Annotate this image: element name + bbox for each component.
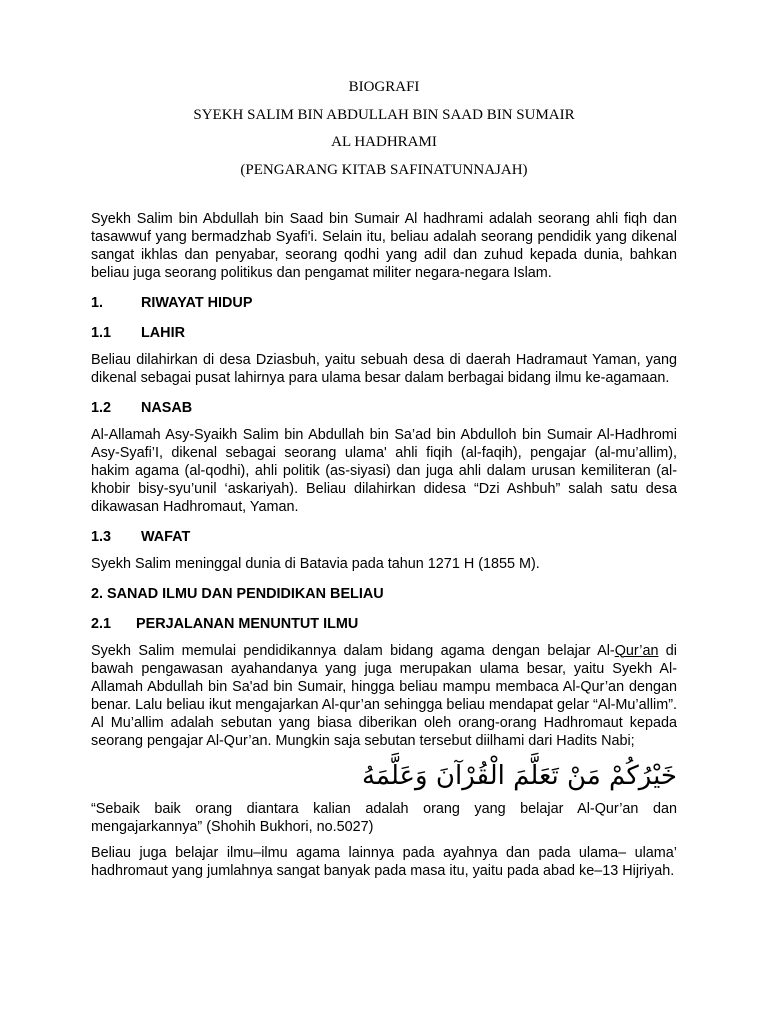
title-line-2: SYEKH SALIM BIN ABDULLAH BIN SAAD BIN SUMAIR bbox=[193, 106, 575, 123]
hadith-translation: “Sebaik baik orang diantara kalian adalah orang yang belajar Al-Qur’an dan mengajarkannya” (Shohih Bukhori, no.5027) bbox=[91, 800, 677, 835]
section-2-1-text bbox=[91, 642, 677, 750]
document-title bbox=[91, 78, 677, 179]
text-run: di bawah pengawasan ayahandanya yang juga merupakan ulama besar, yaitu Syekh Al-Allamah Abdullah bin Sa'ad bin Sumair, hingga beliau mampu membaca Al-Qur’an dengan benar. Lalu beliau ikut mengajarkan Al-qur’an sehingga beliau mendapat gelar “Al-Mu’allim”. Al Mu’allim adalah sebutan yang biasa diberikan oleh orang-orang Hadhromaut kepada seorang pengajar Al-Qur’an. Mungkin saja sebutan tersebut diilhami dari Hadits Nabi; bbox=[91, 642, 677, 749]
section-2-heading: 2. SANAD ILMU DAN PENDIDIKAN BELIAU bbox=[91, 585, 384, 602]
intro-paragraph: Syekh Salim bin Abdullah bin Saad bin Sumair Al hadhrami adalah seorang ahli fiqh dan tasawwuf yang bermadzhab Syafi'i. Selain itu, beliau adalah seorang pendidik yang dikenal sangat ikhlas dan penyabar, seorang qodhi yang adil dan zuhud kepada dunia, bahkan beliau juga seorang politikus dan pengamat militer negara-negara Islam. bbox=[91, 210, 677, 281]
section-2-1-heading bbox=[91, 615, 677, 633]
section-number: 1. bbox=[91, 294, 104, 311]
section-1-1-heading bbox=[91, 324, 677, 342]
section-1-3-heading bbox=[91, 528, 677, 546]
section-1-2-text: Al-Allamah Asy-Syaikh Salim bin Abdullah bin Sa’ad bin Abdulloh bin Sumair Al-Hadhromi Asy-Syafi’I, dikenal sebagai seorang ulama' ahli fiqih (al-faqih), pengajar (al-mu’allim), hakim agama (al-qodhi), ahli politik (as-siyasi) dan juga ahli dalam urusan kemiliteran (al-khobir bisy-syu’unil ‘askariyah). Beliau dilahirkan didesa “Dzi Ashbuh” salah satu desa dikawasan Hadhromaut, Yaman. bbox=[91, 426, 677, 515]
title-line-1: BIOGRAFI bbox=[348, 79, 420, 95]
quran-link[interactable]: Qur’an bbox=[614, 642, 659, 659]
text-run: Syekh Salim memulai pendidikannya dalam bidang agama dengan belajar Al- bbox=[91, 642, 615, 659]
section-1-3-text: Syekh Salim meninggal dunia di Batavia pada tahun 1271 H (1855 M). bbox=[91, 555, 540, 572]
section-number: 2.1 bbox=[91, 615, 112, 632]
section-number: 1.1 bbox=[91, 324, 112, 341]
title-line-4: (PENGARANG KITAB SAFINATUNNAJAH) bbox=[240, 161, 528, 178]
closing-paragraph: Beliau juga belajar ilmu–ilmu agama lainnya pada ayahnya dan pada ulama– ulama’ hadhromaut yang jumlahnya sangat banyak pada masa itu, yaitu pada abad ke–13 Hijriyah. bbox=[91, 844, 677, 879]
section-number: 1.3 bbox=[91, 528, 112, 545]
title-line-3: AL HADHRAMI bbox=[331, 134, 437, 150]
section-title: LAHIR bbox=[141, 324, 185, 341]
section-1-2-heading bbox=[91, 399, 677, 417]
section-1-1-text: Beliau dilahirkan di desa Dziasbuh, yaitu sebuah desa di daerah Hadramaut Yaman, yang dikenal sebagai pusat lahirnya para ulama besar dalam berbagai bidang ilmu ke-agamaan. bbox=[91, 351, 677, 386]
section-number: 1.2 bbox=[91, 399, 112, 416]
section-1-heading bbox=[91, 294, 677, 312]
section-title: NASAB bbox=[141, 399, 193, 416]
section-title: RIWAYAT HIDUP bbox=[141, 294, 253, 311]
section-title: WAFAT bbox=[141, 528, 191, 545]
section-title: PERJALANAN MENUNTUT ILMU bbox=[136, 615, 359, 632]
hadith-arabic: خَيْرُكُمْ مَنْ تَعَلَّمَ الْقُرْآنَ وَعَلَّمَهُ bbox=[361, 760, 677, 791]
